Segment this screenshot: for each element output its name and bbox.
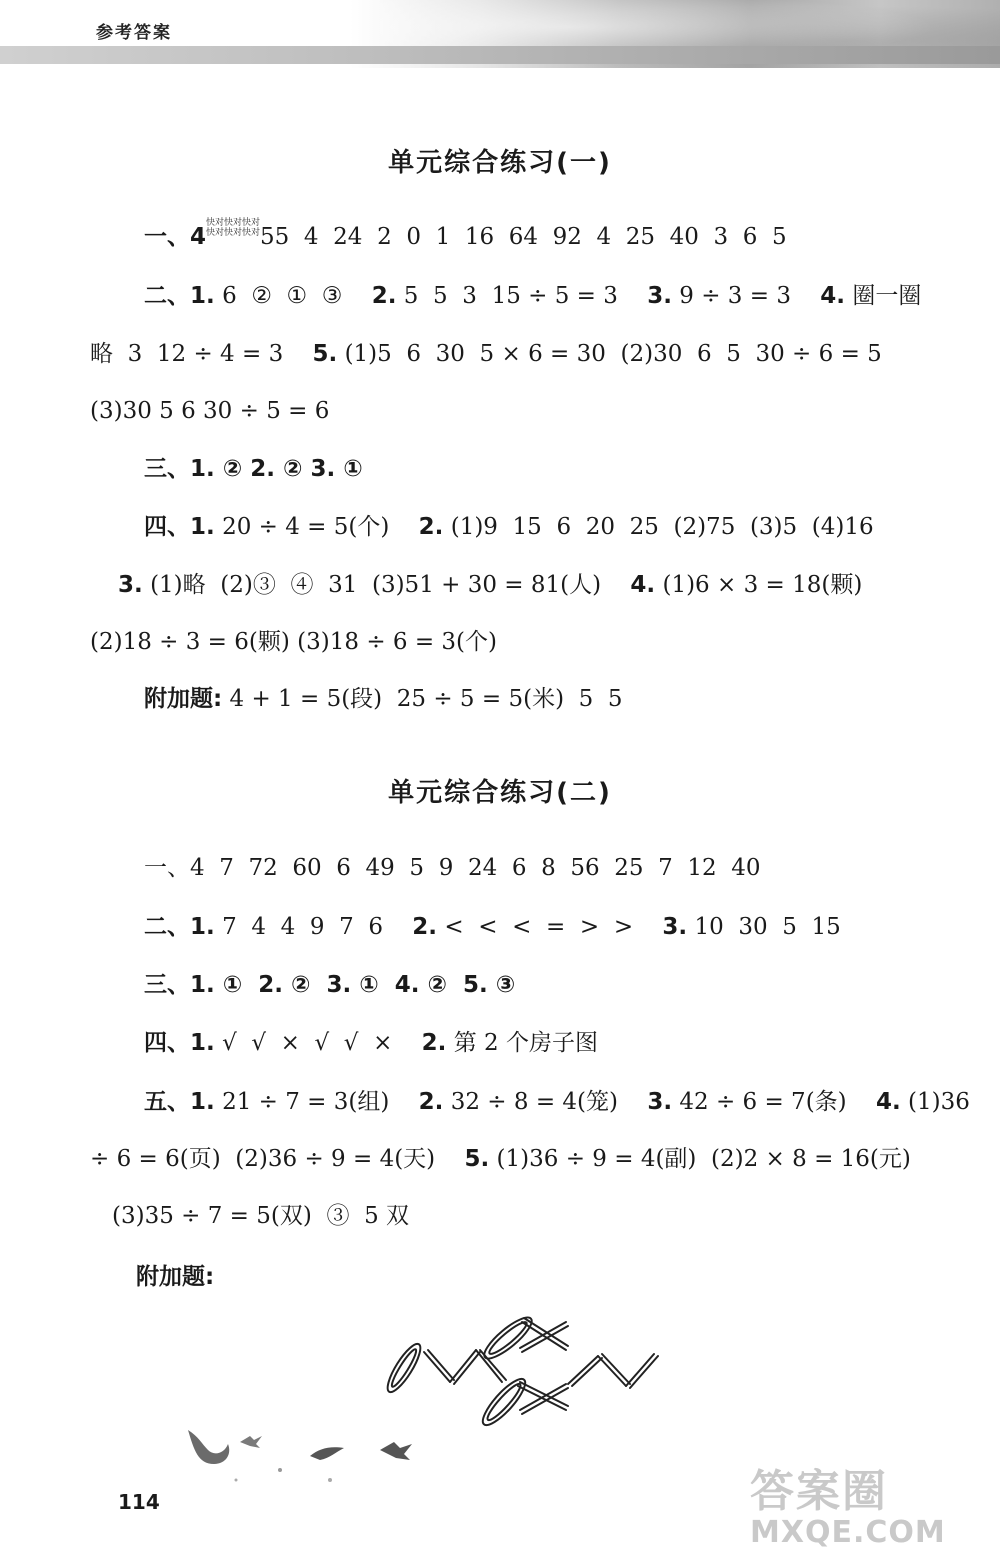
s2-q5-line2-b: (1)36 ÷ 9 = 4(副) (2)2 × 8 = 16(元) bbox=[496, 1146, 911, 1172]
sticks-zigzag bbox=[424, 1318, 658, 1414]
s2-q2-answer-3: 10 30 5 15 bbox=[694, 914, 841, 940]
s1-q4-answer-2: (1)9 15 6 20 25 (2)75 (3)5 (4)16 bbox=[450, 514, 874, 540]
section-1-title: 单元综合练习(一) bbox=[388, 148, 612, 178]
s1-q1-stamp-a: 快对快对快对 bbox=[206, 218, 261, 228]
s2-bonus-label: 附加题: bbox=[136, 1264, 215, 1290]
s1-q2-answer-4: 圈一圈 bbox=[852, 283, 922, 309]
s1-q4-line1 bbox=[144, 512, 874, 542]
s1-q2-line2 bbox=[90, 339, 882, 369]
s2-q2-label-3: 3. bbox=[662, 914, 688, 940]
s2-q4-label-2: 2. bbox=[421, 1030, 447, 1056]
s2-q2-answer-2: < < < = > > bbox=[444, 914, 634, 940]
decorative-ink-icon bbox=[180, 1420, 440, 1500]
s2-q2-label-2: 2. bbox=[412, 914, 438, 940]
s2-q5-line2 bbox=[90, 1144, 911, 1174]
header-rule bbox=[0, 46, 1000, 64]
s1-q2-label-5: 5. bbox=[312, 341, 338, 367]
s2-q5-label-4: 4. bbox=[875, 1089, 901, 1115]
s1-q1-line bbox=[144, 218, 787, 252]
s1-q4-answer-3: (1)略 (2)③ ④ 31 (3)51 + 30 = 81(人) bbox=[150, 572, 602, 598]
s1-q2-label-2: 2. bbox=[371, 283, 397, 309]
s1-q4-label-1: 四、1. bbox=[144, 514, 215, 540]
s1-q4-label-4: 4. bbox=[630, 572, 656, 598]
s2-q5-answer-3: 42 ÷ 6 = 7(条) bbox=[679, 1089, 847, 1115]
oval-stick-left bbox=[382, 1340, 425, 1396]
s2-q4-line bbox=[144, 1028, 598, 1058]
s1-q2-line2-a: 略 3 12 ÷ 4 = 3 bbox=[90, 341, 284, 367]
s1-q2-answer-2: 5 5 3 15 ÷ 5 = 3 bbox=[403, 283, 618, 309]
s2-q5-label-5: 5. bbox=[464, 1146, 490, 1172]
s1-q1-stamp bbox=[206, 218, 260, 238]
s1-q4-line3: (2)18 ÷ 3 = 6(颗) (3)18 ÷ 6 = 3(个) bbox=[90, 629, 498, 655]
s1-q2-answer-1: 6 ② ① ③ bbox=[222, 283, 343, 309]
s1-q2-line3: (3)30 5 6 30 ÷ 5 = 6 bbox=[90, 398, 330, 424]
s2-bonus-line bbox=[136, 1262, 214, 1292]
s1-q4-answer-4: (1)6 × 3 = 18(颗) bbox=[662, 572, 863, 598]
watermark-mark: 答案圈 bbox=[750, 1466, 888, 1517]
section-2-title: 单元综合练习(二) bbox=[388, 778, 612, 808]
s1-q2-line2-b: (1)5 6 30 5 × 6 = 30 (2)30 6 5 30 ÷ 6 = 5 bbox=[344, 341, 882, 367]
s2-q5-line2-a: ÷ 6 = 6(页) (2)36 ÷ 9 = 4(天) bbox=[90, 1146, 436, 1172]
s1-bonus-label: 附加题: bbox=[144, 686, 223, 712]
s2-q3-line: 三、1. ① 2. ② 3. ① 4. ② 5. ③ bbox=[144, 972, 516, 998]
header-label: 参考答案 bbox=[96, 23, 172, 43]
s2-q5-label-1: 五、1. bbox=[144, 1089, 215, 1115]
s2-q4-answer-1: √ √ × √ √ × bbox=[222, 1030, 393, 1056]
s1-q1-stamp-b: 快对快对快对 bbox=[206, 228, 261, 238]
s1-q1-prefix: 一、4 bbox=[144, 224, 207, 250]
s1-bonus-answer: 4 + 1 = 5(段) 25 ÷ 5 = 5(米) 5 5 bbox=[229, 686, 623, 712]
s2-q1-line: 一、4 7 72 60 6 49 5 9 24 6 8 56 25 7 12 40 bbox=[144, 855, 761, 881]
watermark-url: MXQE.COM bbox=[750, 1515, 946, 1550]
s1-q2-label-1: 二、1. bbox=[144, 283, 215, 309]
s1-q2-label-3: 3. bbox=[647, 283, 672, 309]
s2-q5-answer-4: (1)36 bbox=[908, 1089, 970, 1115]
s1-bonus-line bbox=[144, 684, 623, 714]
s2-q2-label-1: 二、1. bbox=[144, 914, 215, 940]
s1-q2-label-4: 4. bbox=[820, 283, 846, 309]
s2-q4-answer-2: 第 2 个房子图 bbox=[453, 1030, 598, 1056]
s2-q5-line3: (3)35 ÷ 7 = 5(双) ③ 5 双 bbox=[112, 1203, 410, 1229]
s2-q2-line bbox=[144, 912, 841, 942]
page-number: 114 bbox=[118, 1490, 160, 1514]
s2-q5-label-3: 3. bbox=[647, 1089, 673, 1115]
s1-q4-answer-1: 20 ÷ 4 = 5(个) bbox=[222, 514, 390, 540]
s1-q2-answer-3: 9 ÷ 3 = 3 bbox=[679, 283, 791, 309]
s1-q1-answers: 55 4 24 2 0 1 16 64 92 4 25 40 3 6 5 bbox=[260, 224, 787, 250]
s2-q5-label-2: 2. bbox=[418, 1089, 444, 1115]
s2-q5-answer-2: 32 ÷ 8 = 4(笼) bbox=[450, 1089, 618, 1115]
s1-q2-line1 bbox=[144, 281, 921, 311]
s1-q4-label-2: 2. bbox=[418, 514, 444, 540]
s2-q5-answer-1: 21 ÷ 7 = 3(组) bbox=[222, 1089, 390, 1115]
watermark bbox=[750, 1455, 946, 1550]
s1-q3-line: 三、1. ② 2. ② 3. ① bbox=[144, 456, 363, 482]
s1-q4-line2 bbox=[118, 570, 862, 600]
s2-q2-answer-1: 7 4 4 9 7 6 bbox=[222, 914, 383, 940]
s2-q5-line1 bbox=[144, 1087, 970, 1117]
s1-q4-label-3: 3. bbox=[118, 572, 143, 598]
oval-stick-lower bbox=[477, 1374, 531, 1431]
s2-q4-label-1: 四、1. bbox=[144, 1030, 215, 1056]
